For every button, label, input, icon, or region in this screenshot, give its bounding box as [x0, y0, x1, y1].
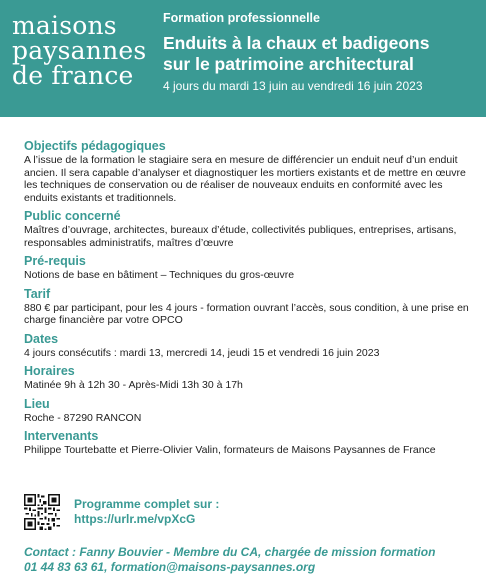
contact-line: Contact : Fanny Bouvier - Membre du CA, chargée de mission formation	[24, 545, 436, 559]
page-title: Enduits à la chaux et badigeons sur le patrimoine architectural	[163, 33, 430, 74]
contact-phone-email[interactable]: 01 44 83 63 61, formation@maisons-paysannes.org	[24, 560, 316, 574]
section-heading: Dates	[24, 331, 59, 346]
section-text: Maîtres d’ouvrage, architectes, bureaux d’étude, collectivités publiques, entreprises, artisans, responsables administratifs, maîtres d’œuvre	[24, 224, 457, 249]
program-label: Programme complet sur :	[74, 497, 220, 511]
section-tarif	[24, 286, 474, 327]
section-intervenants	[24, 428, 474, 457]
section-prerequis	[24, 253, 474, 282]
header-kicker: Formation professionnelle	[163, 11, 320, 25]
section-heading: Public concerné	[24, 209, 121, 223]
section-heading: Objectifs pédagogiques	[24, 139, 166, 153]
section-heading: Tarif	[24, 286, 51, 301]
contact-block	[24, 545, 435, 575]
section-dates	[24, 331, 474, 360]
section-lieu	[24, 396, 474, 425]
logo-line: maisons	[12, 11, 117, 40]
section-heading: Pré-requis	[24, 254, 86, 268]
section-text: Roche - 87290 RANCON	[24, 411, 142, 424]
section-heading: Intervenants	[24, 429, 99, 443]
section-text: Notions de base en bâtiment – Techniques du gros-œuvre	[24, 269, 295, 281]
section-public	[24, 208, 474, 249]
content-body	[24, 138, 474, 461]
logo	[12, 13, 146, 88]
qr-code-icon[interactable]	[24, 494, 60, 530]
logo-line: de france	[12, 61, 134, 90]
section-horaires	[24, 363, 474, 392]
program-text	[74, 497, 219, 527]
header-subtitle: 4 jours du mardi 13 juin au vendredi 16 juin 2023	[163, 79, 423, 93]
logo-line: paysannes	[12, 36, 147, 65]
section-text: Matinée 9h à 12h 30 - Après-Midi 13h 30 à 17h	[24, 379, 243, 391]
section-objectifs	[24, 138, 474, 204]
header-text	[163, 10, 429, 94]
section-text: A l’issue de la formation le stagiaire sera en mesure de différencier un enduit neuf d’un enduit ancien. Il sera capable d’analyser et diagnostiquer les mortiers existants et de mettre en œuvre les techniques de conservation ou de réaliser de nouveaux enduits en conformité avec les enduits existants et traditionnels.	[24, 154, 466, 204]
program-link[interactable]: https://urlr.me/vpXcG	[74, 512, 196, 526]
section-text: 4 jours consécutifs : mardi 13, mercredi 14, jeudi 15 et vendredi 16 juin 2023	[24, 346, 380, 359]
section-text: Philippe Tourtebatte et Pierre-Olivier Valin, formateurs de Maisons Paysannes de France	[24, 444, 436, 456]
header-banner	[0, 0, 486, 117]
section-text: 880 € par participant, pour les 4 jours - formation ouvrant l’accès, sous condition, à une prise en charge financière par votre OPCO	[24, 301, 469, 326]
section-heading: Lieu	[24, 396, 50, 411]
section-heading: Horaires	[24, 364, 75, 378]
